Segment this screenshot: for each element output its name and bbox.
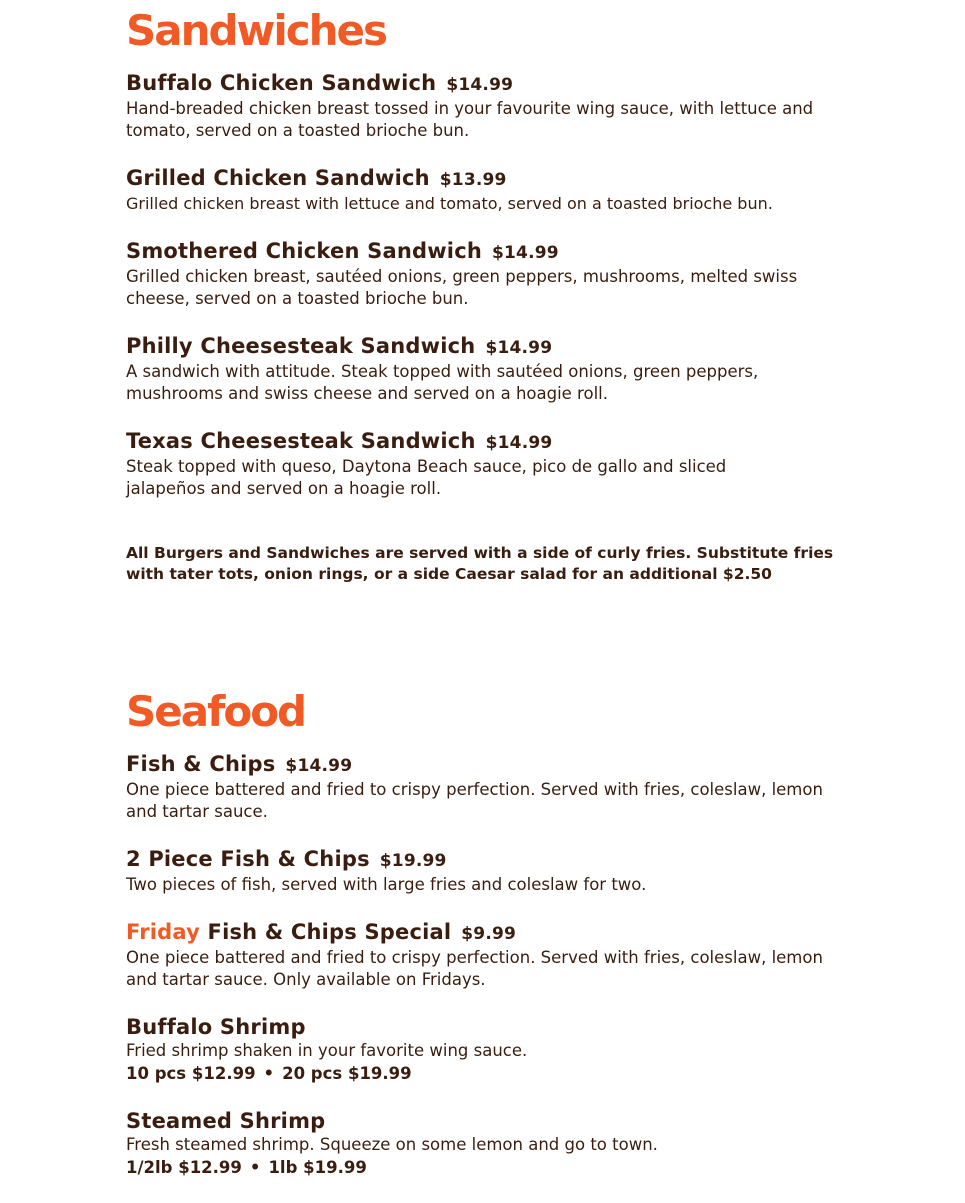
item-name: 2 Piece Fish & Chips <box>126 847 370 871</box>
item-name: Fish & Chips Special <box>207 920 452 944</box>
menu-item-texas-cheesesteak-sandwich <box>126 428 806 500</box>
friday-highlight: Friday <box>126 920 201 944</box>
item-name: Philly Cheesesteak Sandwich <box>126 334 476 358</box>
menu-item-2-piece-fish-and-chips <box>126 846 866 896</box>
menu-item-steamed-shrimp <box>126 1108 866 1179</box>
item-description: Steak topped with queso, Daytona Beach sauce, pico de gallo and sliced jalapeños and served on a hoagie roll. <box>126 457 727 498</box>
menu-item-friday-fish-and-chips-special <box>126 919 836 991</box>
item-price: $14.99 <box>285 756 353 776</box>
price-option-2: $19.99 <box>347 1064 412 1083</box>
item-name: Fish & Chips <box>126 752 276 776</box>
item-name: Grilled Chicken Sandwich <box>126 166 430 190</box>
bullet-separator: • <box>263 1064 275 1083</box>
size-option-1: 1/2lb <box>126 1158 173 1177</box>
item-price: $13.99 <box>439 170 507 190</box>
item-description: Fried shrimp shaken in your favorite wing sauce. <box>126 1041 528 1060</box>
item-name: Texas Cheesesteak Sandwich <box>126 429 476 453</box>
item-description: Grilled chicken breast, sautéed onions, green peppers, mushrooms, melted swiss cheese, served on a toasted brioche bun. <box>126 267 798 308</box>
menu-item-buffalo-chicken-sandwich <box>126 70 846 142</box>
item-description: Two pieces of fish, served with large fries and coleslaw for two. <box>126 875 647 894</box>
item-price: $14.99 <box>485 433 553 453</box>
price-option-1: $12.99 <box>191 1064 256 1083</box>
price-options <box>126 1062 866 1085</box>
price-option-2: $19.99 <box>303 1158 367 1177</box>
sides-note: All Burgers and Sandwiches are served with a side of curly fries. Substitute fries with tater tots, onion rings, or a side Caesar salad for an additional $2.50 <box>126 544 834 583</box>
menu-item-philly-cheesesteak-sandwich <box>126 333 826 405</box>
item-description: A sandwich with attitude. Steak topped with sautéed onions, green peppers, mushrooms and swiss cheese and served on a hoagie roll. <box>126 362 759 403</box>
item-description: One piece battered and fried to crispy perfection. Served with fries, coleslaw, lemon and tartar sauce. Only available on Fridays. <box>126 948 823 989</box>
menu-item-buffalo-shrimp <box>126 1014 866 1085</box>
menu-item-grilled-chicken-sandwich <box>126 165 866 215</box>
size-option-1: 10 pcs <box>126 1064 187 1083</box>
item-price: $14.99 <box>485 338 553 358</box>
price-options <box>126 1156 866 1179</box>
bullet-separator: • <box>249 1158 261 1177</box>
item-description: Hand-breaded chicken breast tossed in your favourite wing sauce, with lettuce and tomato, served on a toasted brioche bun. <box>126 99 814 140</box>
menu-item-fish-and-chips <box>126 751 836 823</box>
item-description: Grilled chicken breast with lettuce and tomato, served on a toasted brioche bun. <box>126 194 773 213</box>
item-price: $14.99 <box>492 243 559 263</box>
item-name: Buffalo Shrimp <box>126 1015 306 1039</box>
item-price: $14.99 <box>446 75 514 95</box>
size-option-2: 1lb <box>268 1158 298 1177</box>
item-name: Smothered Chicken Sandwich <box>126 239 482 263</box>
item-price: $9.99 <box>461 924 517 944</box>
size-option-2: 20 pcs <box>282 1064 343 1083</box>
item-name: Steamed Shrimp <box>126 1109 326 1133</box>
item-description: One piece battered and fried to crispy perfection. Served with fries, coleslaw, lemon and tartar sauce. <box>126 780 823 821</box>
price-option-1: $12.99 <box>178 1158 242 1177</box>
section-title-seafood: Seafood <box>126 687 306 736</box>
section-title-sandwiches: Sandwiches <box>126 6 387 55</box>
item-description: Fresh steamed shrimp. Squeeze on some lemon and go to town. <box>126 1135 658 1154</box>
item-price: $19.99 <box>379 851 447 871</box>
item-name: Buffalo Chicken Sandwich <box>126 71 437 95</box>
menu-item-smothered-chicken-sandwich <box>126 238 856 310</box>
